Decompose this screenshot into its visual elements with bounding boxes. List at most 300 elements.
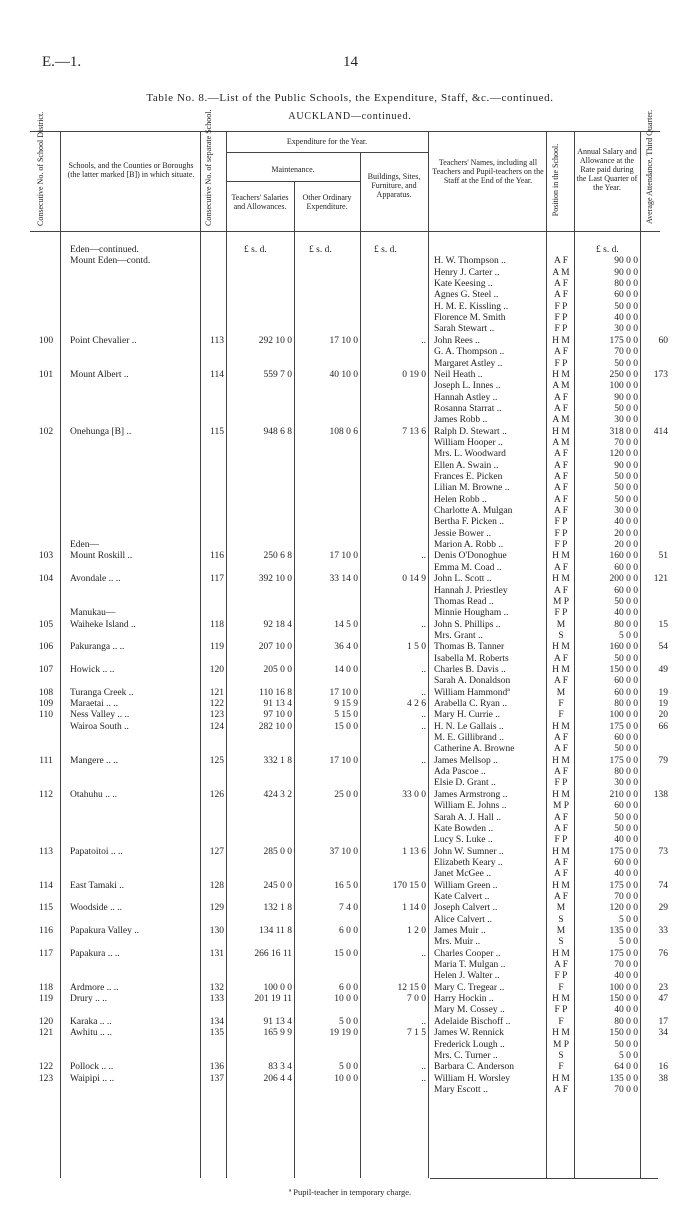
salaries-cell: 292 10 0: [258, 335, 292, 346]
district-no-cell: 116: [39, 926, 53, 936]
position-cell: A F: [554, 653, 568, 664]
district-no-cell: 108: [38, 687, 54, 698]
teacher-name-cell: Mary M. Cossey ..: [434, 1005, 505, 1016]
school-no-cell: 127: [209, 846, 224, 857]
other-expenditure-cell: 5 0 0: [339, 1062, 358, 1073]
other-expenditure-cell: 6 0 0: [339, 926, 358, 936]
other-expenditure-cell: 17 10 0: [329, 687, 358, 698]
position-cell: S: [558, 937, 564, 948]
salaries-cell: 392 10 0: [258, 574, 292, 585]
teacher-name-cell: Elizabeth Keary ..: [434, 857, 503, 868]
position-cell: H M: [552, 642, 570, 653]
annual-salary-cell: 50 0 0: [614, 823, 638, 834]
school-name-cell: Papakura .. ..: [70, 948, 120, 959]
teacher-name-cell: G. A. Thompson ..: [434, 347, 505, 358]
school-no-cell: 115: [210, 426, 224, 437]
school-no-cell: 136: [209, 1062, 224, 1073]
district-no-cell: 114: [39, 880, 53, 891]
buildings-cell: 7 1 5: [407, 1028, 426, 1039]
position-cell: F P: [554, 835, 568, 846]
annual-salary-cell: 80 0 0: [614, 619, 638, 630]
position-cell: H M: [552, 1073, 570, 1084]
position-cell: A F: [554, 812, 568, 823]
buildings-cell: ..: [421, 335, 426, 346]
buildings-cell: ..: [421, 1016, 426, 1027]
teacher-name-cell: H. W. Thompson ..: [434, 256, 506, 267]
salaries-cell: 165 9 9: [263, 1028, 292, 1039]
annual-salary-cell: 5 0 0: [619, 1050, 638, 1061]
position-cell: H M: [552, 880, 570, 891]
teacher-name-cell: William Hammondª: [434, 687, 510, 698]
position-cell: A M: [552, 267, 570, 278]
salaries-cell: 97 10 0: [263, 710, 292, 721]
buildings-cell: 1 14 0: [402, 903, 426, 914]
position-cell: A F: [554, 347, 568, 358]
teacher-name-cell: Lucy S. Luke ..: [434, 835, 493, 846]
position-cell: F P: [554, 1005, 568, 1016]
position-cell: F P: [554, 971, 568, 982]
buildings-cell: ..: [421, 721, 426, 732]
teacher-name-cell: John S. Phillips ..: [434, 619, 501, 630]
teacher-name-cell: Alice Calvert ..: [434, 914, 493, 925]
teacher-name-cell: William Green ..: [434, 880, 498, 891]
other-expenditure-cell: 9 15 9: [334, 699, 358, 709]
teacher-name-cell: William H. Worsley: [434, 1073, 510, 1084]
annual-salary-cell: 60 0 0: [614, 801, 638, 812]
position-cell: S: [558, 630, 564, 641]
annual-salary-cell: 175 0 0: [609, 755, 638, 766]
position-cell: F P: [554, 313, 568, 324]
teacher-name-cell: Helen Robb ..: [434, 494, 487, 505]
other-expenditure-cell: 15 0 0: [334, 948, 358, 959]
buildings-cell: 170 15 0: [392, 880, 426, 891]
annual-salary-cell: 80 0 0: [614, 699, 638, 709]
annual-salary-cell: 40 0 0: [614, 971, 638, 982]
buildings-cell: 0 19 0: [402, 369, 426, 380]
position-cell: A F: [554, 403, 568, 414]
other-expenditure-cell: 7 4 0: [339, 903, 358, 914]
school-no-cell: 137: [209, 1073, 224, 1084]
annual-salary-cell: 200 0 0: [609, 574, 638, 585]
annual-salary-cell: 5 0 0: [619, 937, 638, 948]
district-no-cell: 104: [38, 574, 54, 585]
teacher-name-cell: Adelaide Bischoff ..: [434, 1016, 511, 1027]
school-name-cell: Eden—continued.: [70, 245, 139, 255]
teacher-name-cell: Hannah Astley ..: [434, 392, 498, 403]
district-no-cell: 121: [38, 1028, 54, 1039]
teacher-name-cell: Ellen A. Swain ..: [434, 460, 499, 471]
buildings-cell: 12 15 0: [397, 982, 426, 993]
annual-salary-cell: 20 0 0: [614, 540, 638, 551]
salaries-cell: 201 19 11: [254, 994, 292, 1005]
buildings-cell: 7 13 6: [402, 426, 426, 437]
position-cell: A F: [554, 676, 568, 687]
annual-salary-cell: 60 0 0: [614, 733, 638, 744]
position-cell: F P: [554, 540, 568, 551]
school-no-cell: 122: [209, 699, 224, 709]
teacher-name-cell: Arabella C. Ryan ..: [434, 699, 507, 709]
col-expenditure: Expenditure for the Year.: [286, 137, 368, 146]
position-cell: A F: [554, 823, 568, 834]
position-cell: A F: [554, 960, 568, 971]
school-no-cell: 135: [209, 1028, 224, 1039]
salaries-cell: 91 13 4: [263, 1016, 292, 1027]
salaries-cell: 424 3 2: [263, 789, 292, 800]
school-no-cell: 120: [209, 664, 224, 675]
teacher-name-cell: James Mellsop ..: [434, 755, 498, 766]
position-cell: A F: [554, 290, 568, 301]
other-expenditure-cell: 25 0 0: [334, 789, 358, 800]
attendance-cell: 29: [658, 903, 668, 914]
school-name-cell: Ardmore .. ..: [70, 982, 119, 993]
annual-salary-cell: 50 0 0: [614, 812, 638, 823]
position-cell: A M: [552, 381, 570, 392]
position-cell: A F: [554, 744, 568, 755]
buildings-cell: 0 14 9: [402, 574, 426, 585]
page-header-left: E.—1.: [42, 54, 82, 70]
annual-salary-cell: 100 0 0: [609, 381, 638, 392]
teacher-name-cell: Barbara C. Anderson: [434, 1062, 514, 1073]
col-maintenance: Maintenance.: [271, 165, 315, 174]
district-no-cell: 102: [38, 426, 54, 437]
attendance-cell: 121: [653, 574, 668, 585]
col-district-no: Consecutive No. of School District.: [36, 111, 45, 226]
attendance-cell: 66: [658, 721, 668, 732]
col-other: Other Ordinary Expenditure.: [302, 193, 352, 211]
attendance-cell: 17: [658, 1016, 668, 1027]
salaries-cell: 206 4 4: [263, 1073, 292, 1084]
annual-salary-cell: 50 0 0: [614, 744, 638, 755]
school-name-cell: Avondale .. ..: [70, 574, 121, 585]
annual-salary-cell: 20 0 0: [614, 528, 638, 539]
position-cell: M: [556, 687, 566, 698]
annual-salary-cell: 30 0 0: [614, 415, 638, 426]
teacher-name-cell: Frances E. Picken: [434, 472, 503, 482]
teacher-name-cell: Sarah A. Donaldson: [434, 676, 511, 687]
school-no-cell: 116: [210, 551, 224, 562]
district-no-cell: 100: [38, 335, 54, 346]
position-cell: A F: [554, 1084, 568, 1095]
footnote: ª Pupil-teacher in temporary charge.: [288, 1187, 412, 1197]
attendance-cell: 76: [658, 948, 668, 959]
salaries-cell: 245 0 0: [263, 880, 292, 891]
position-cell: M P: [552, 801, 570, 812]
district-no-cell: 122: [38, 1062, 54, 1073]
school-name-cell: Awhitu .. ..: [70, 1028, 112, 1039]
position-cell: H M: [552, 755, 570, 766]
attendance-cell: 16: [658, 1062, 668, 1073]
position-cell: H M: [552, 948, 570, 959]
teacher-name-cell: James Armstrong ..: [434, 789, 508, 800]
other-expenditure-cell: 14 5 0: [334, 619, 358, 630]
school-no-cell: 125: [209, 755, 224, 766]
buildings-cell: ..: [421, 551, 426, 562]
school-name-cell: Waipipi .. ..: [70, 1073, 115, 1084]
buildings-cell: 33 0 0: [402, 789, 426, 800]
annual-salary-cell: 40 0 0: [614, 608, 638, 619]
attendance-cell: 38: [658, 1073, 668, 1084]
position-cell: M: [556, 903, 566, 914]
school-no-cell: 124: [209, 721, 224, 732]
position-cell: H M: [552, 664, 570, 675]
school-name-cell: Mangere .. ..: [70, 755, 119, 766]
teacher-name-cell: Sarah Stewart ..: [434, 324, 495, 335]
other-expenditure-cell: 17 10 0: [329, 335, 358, 346]
position-cell: H M: [552, 789, 570, 800]
other-expenditure-cell: 16 5 0: [334, 880, 358, 891]
teacher-name-cell: H. M. E. Kissling ..: [434, 301, 509, 312]
district-no-cell: 109: [38, 699, 54, 709]
school-name-cell: Wairoa South ..: [70, 721, 129, 732]
school-name-cell: Pakuranga .. ..: [70, 642, 125, 653]
buildings-cell: ..: [421, 619, 426, 630]
annual-salary-cell: 30 0 0: [614, 324, 638, 335]
salaries-cell: 559 7 0: [263, 369, 292, 380]
salaries-cell: 332 1 8: [263, 755, 292, 766]
teacher-name-cell: Bertha F. Picken ..: [434, 517, 504, 528]
school-name-cell: Mount Albert ..: [70, 369, 129, 380]
teacher-name-cell: Sarah A. J. Hall ..: [434, 812, 502, 823]
salaries-cell: 134 11 8: [259, 926, 292, 936]
school-name-cell: East Tamaki ..: [70, 880, 125, 891]
annual-salary-cell: 90 0 0: [614, 256, 638, 267]
teacher-name-cell: Thomas Read ..: [434, 596, 494, 607]
position-cell: A F: [554, 585, 568, 596]
teacher-name-cell: Ada Pascoe ..: [434, 767, 486, 778]
school-name-cell: Mount Eden—contd.: [70, 256, 151, 267]
teacher-name-cell: Neil Heath ..: [434, 369, 483, 380]
district-no-cell: 123: [38, 1073, 54, 1084]
salaries-cell: 282 10 0: [258, 721, 292, 732]
position-cell: F: [558, 1062, 564, 1073]
teacher-name-cell: William Hooper ..: [434, 437, 503, 448]
position-cell: A F: [554, 857, 568, 868]
school-name-cell: Karaka .. ..: [70, 1016, 112, 1027]
annual-salary-cell: 175 0 0: [609, 846, 638, 857]
school-name-cell: Otahuhu .. ..: [70, 789, 117, 800]
annual-salary-cell: 50 0 0: [614, 596, 638, 607]
annual-salary-cell: 120 0 0: [609, 449, 638, 460]
school-name-cell: Maraetai .. ..: [70, 699, 119, 709]
school-name-cell: Woodside .. ..: [70, 903, 123, 914]
district-no-cell: 117: [39, 948, 53, 959]
position-cell: F: [558, 982, 564, 993]
buildings-cell: 4 2 6: [407, 699, 426, 709]
attendance-cell: 60: [658, 335, 668, 346]
other-expenditure-cell: 33 14 0: [329, 574, 358, 585]
district-no-cell: 115: [39, 903, 53, 914]
salaries-cell: 205 0 0: [263, 664, 292, 675]
annual-salary-cell: 90 0 0: [614, 392, 638, 403]
annual-salary-cell: 5 0 0: [619, 914, 638, 925]
annual-salary-cell: 60 0 0: [614, 562, 638, 573]
annual-salary-cell: 30 0 0: [614, 506, 638, 517]
other-expenditure-cell: 40 10 0: [329, 369, 358, 380]
annual-salary-cell: 250 0 0: [609, 369, 638, 380]
teacher-name-cell: Thomas B. Tanner: [434, 642, 505, 653]
teacher-name-cell: Isabella M. Roberts: [434, 653, 509, 664]
school-no-cell: 119: [210, 642, 224, 653]
annual-salary-cell: 50 0 0: [614, 1039, 638, 1050]
school-no-cell: 113: [210, 335, 224, 346]
annual-salary-cell: 70 0 0: [614, 347, 638, 358]
teacher-name-cell: Margaret Astley ..: [434, 358, 503, 369]
position-cell: F P: [554, 324, 568, 335]
salaries-cell: 207 10 0: [258, 642, 292, 653]
attendance-cell: 173: [653, 369, 668, 380]
school-no-cell: 117: [210, 574, 224, 585]
page-number: 14: [343, 54, 358, 70]
annual-salary-cell: 50 0 0: [614, 483, 638, 494]
school-no-cell: 133: [209, 994, 224, 1005]
col-attendance: Average Attendance, Third Quarter.: [645, 109, 654, 224]
salaries-cell: 948 6 8: [263, 426, 292, 437]
position-cell: S: [558, 1050, 564, 1061]
teacher-name-cell: Helen J. Walter ..: [434, 971, 500, 982]
annual-salary-cell: 100 0 0: [609, 982, 638, 993]
teacher-name-cell: Kate Bowden ..: [434, 823, 494, 834]
annual-salary-cell: 40 0 0: [614, 835, 638, 846]
annual-salary-cell: 50 0 0: [614, 403, 638, 414]
school-name-cell: Mount Roskill ..: [70, 551, 133, 562]
teacher-name-cell: Joseph L. Innes ..: [434, 381, 501, 392]
district-no-cell: 118: [39, 982, 53, 993]
annual-salary-cell: 120 0 0: [609, 903, 638, 914]
position-cell: A F: [554, 460, 568, 471]
teacher-name-cell: Janet McGee ..: [434, 869, 491, 880]
district-no-cell: 107: [38, 664, 54, 675]
currency-header-buildings: £ s. d.: [374, 245, 397, 255]
annual-salary-cell: 90 0 0: [614, 267, 638, 278]
buildings-cell: ..: [421, 948, 426, 959]
attendance-cell: 49: [658, 664, 668, 675]
teacher-name-cell: Mrs. L. Woodward: [434, 449, 506, 460]
col-buildings: Buildings, Sites, Furniture, and Apparatus.: [367, 172, 421, 199]
school-no-cell: 126: [209, 789, 224, 800]
other-expenditure-cell: 17 10 0: [329, 551, 358, 562]
annual-salary-cell: 5 0 0: [619, 630, 638, 641]
attendance-cell: 20: [658, 710, 668, 721]
teacher-name-cell: James W. Rennick: [434, 1028, 504, 1039]
teacher-name-cell: Maria T. Mulgan ..: [434, 960, 506, 971]
position-cell: F P: [554, 608, 568, 619]
teacher-name-cell: James Robb ..: [434, 415, 488, 426]
col-position: Position in the School.: [551, 143, 560, 217]
position-cell: H M: [552, 551, 570, 562]
attendance-cell: 19: [658, 699, 668, 709]
annual-salary-cell: 210 0 0: [609, 789, 638, 800]
school-no-cell: 134: [209, 1016, 224, 1027]
position-cell: A F: [554, 562, 568, 573]
annual-salary-cell: 60 0 0: [614, 290, 638, 301]
col-school-no: Consecutive No. of separate School.: [204, 109, 213, 226]
attendance-cell: 74: [658, 880, 668, 891]
position-cell: M: [556, 926, 566, 936]
school-name-cell: Howick .. ..: [70, 664, 115, 675]
teacher-name-cell: John L. Scott ..: [434, 574, 492, 585]
annual-salary-cell: 50 0 0: [614, 358, 638, 369]
annual-salary-cell: 80 0 0: [614, 279, 638, 290]
school-name-cell: Turanga Creek ..: [70, 687, 134, 698]
position-cell: F P: [554, 301, 568, 312]
position-cell: F: [558, 1016, 564, 1027]
position-cell: A M: [552, 437, 570, 448]
attendance-cell: 23: [658, 982, 668, 993]
other-expenditure-cell: 15 0 0: [334, 721, 358, 732]
annual-salary-cell: 175 0 0: [609, 948, 638, 959]
annual-salary-cell: 50 0 0: [614, 301, 638, 312]
salaries-cell: 285 0 0: [263, 846, 292, 857]
buildings-cell: ..: [421, 687, 426, 698]
annual-salary-cell: 50 0 0: [614, 653, 638, 664]
table-subtitle: AUCKLAND—continued.: [288, 111, 412, 122]
teacher-name-cell: Harry Hockin ..: [434, 994, 494, 1005]
salaries-cell: 91 13 4: [263, 699, 292, 709]
salaries-cell: 110 16 8: [259, 687, 292, 698]
other-expenditure-cell: 10 0 0: [334, 1073, 358, 1084]
currency-header-salary: £ s. d.: [596, 245, 619, 255]
annual-salary-cell: 60 0 0: [614, 585, 638, 596]
school-name-cell: Papakura Valley ..: [70, 926, 139, 936]
district-no-cell: 105: [38, 619, 54, 630]
position-cell: A F: [554, 767, 568, 778]
position-cell: S: [558, 914, 564, 925]
buildings-cell: 1 13 6: [402, 846, 426, 857]
buildings-cell: 1 2 0: [407, 926, 426, 936]
other-expenditure-cell: 37 10 0: [329, 846, 358, 857]
teacher-name-cell: Emma M. Coad ..: [434, 562, 502, 573]
position-cell: F: [558, 710, 564, 721]
school-no-cell: 118: [210, 619, 224, 630]
other-expenditure-cell: 5 15 0: [334, 710, 358, 721]
school-name-cell: Papatoitoi .. ..: [70, 846, 123, 857]
teacher-name-cell: John W. Sumner ..: [434, 846, 504, 857]
teacher-name-cell: Charles Cooper ..: [434, 948, 501, 959]
position-cell: M: [556, 619, 566, 630]
teacher-name-cell: Kate Keesing ..: [434, 279, 493, 290]
currency-header-other: £ s. d.: [309, 245, 332, 255]
school-name-cell: Waiheke Island ..: [70, 619, 136, 630]
teacher-name-cell: Charlotte A. Mulgan: [434, 506, 513, 517]
buildings-cell: 7 0 0: [407, 994, 426, 1005]
school-no-cell: 129: [209, 903, 224, 914]
school-no-cell: 121: [209, 687, 224, 698]
annual-salary-cell: 60 0 0: [614, 676, 638, 687]
buildings-cell: ..: [421, 1073, 426, 1084]
salaries-cell: 132 1 8: [263, 903, 292, 914]
annual-salary-cell: 40 0 0: [614, 517, 638, 528]
salaries-cell: 266 16 11: [254, 948, 292, 959]
teacher-name-cell: Lilian M. Browne ..: [434, 483, 510, 494]
annual-salary-cell: 80 0 0: [614, 1016, 638, 1027]
other-expenditure-cell: 6 0 0: [339, 982, 358, 993]
annual-salary-cell: 40 0 0: [614, 869, 638, 880]
annual-salary-cell: 150 0 0: [609, 664, 638, 675]
teacher-name-cell: Henry J. Carter ..: [434, 267, 500, 278]
school-no-cell: 132: [209, 982, 224, 993]
teacher-name-cell: Frederick Lough ..: [434, 1039, 505, 1050]
annual-salary-cell: 30 0 0: [614, 778, 638, 789]
other-expenditure-cell: 108 0 6: [329, 426, 358, 437]
annual-salary-cell: 150 0 0: [609, 1028, 638, 1039]
teacher-name-cell: M. E. Gillibrand ..: [434, 733, 504, 744]
teacher-name-cell: Minnie Hougham ..: [434, 608, 509, 619]
other-expenditure-cell: 5 0 0: [339, 1016, 358, 1027]
attendance-cell: 19: [658, 687, 668, 698]
salaries-cell: 100 0 0: [263, 982, 292, 993]
position-cell: A F: [554, 506, 568, 517]
attendance-cell: 414: [653, 426, 668, 437]
